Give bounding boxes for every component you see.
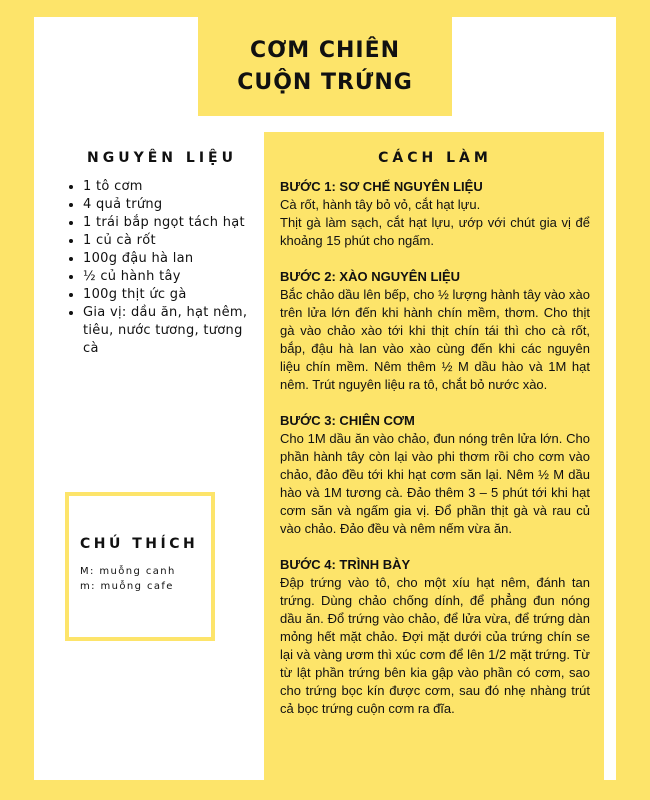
step-text: Cho 1M dầu ăn vào chảo, đun nóng trên lửa lớn. Cho phần hành tây còn lại vào phi thơm rồi cho cơm vào chảo, đảo đều tới khi hạt cơm săn lại. Nêm ½ M dầu hào và 1M tương cà. Đảo thêm 3 – 5 phút tới khi hạt cơm săn và ngấm gia vị. Đổ phần thịt gà và rau củ vào chảo. Đảo đều và nêm nếm vừa ăn. xyxy=(280,431,590,536)
method-section xyxy=(264,132,604,780)
page-title-line-1: CƠM CHIÊN xyxy=(249,37,401,63)
step-text: Bắc chảo dầu lên bếp, cho ½ lượng hành tây vào xào trên lửa lớn đến khi hành chín mềm, thơm. Cho thịt gà vào chảo xào tới khi thịt chín tái thì cho cà rốt, bắp, đậu hà lan vào xào cùng đến khi các nguyên liệu chín mềm. Nêm thêm ½ M dầu hào và 1M hạt nêm. Trút nguyên liệu ra tô, chắt bỏ nước xào. xyxy=(280,287,590,392)
step-text: Cà rốt, hành tây bỏ vỏ, cắt hạt lựu. xyxy=(280,197,481,212)
ingredient-item: • 4 quả trứng xyxy=(83,196,262,214)
step-title: BƯỚC 1: SƠ CHẾ NGUYÊN LIỆU xyxy=(280,179,483,194)
page-title-line-2: CUỘN TRỨNG xyxy=(237,69,413,95)
ingredients-section xyxy=(62,150,262,358)
step-title: BƯỚC 4: TRÌNH BÀY xyxy=(280,557,411,572)
ingredient-item: • 100g thịt ức gà xyxy=(83,286,262,304)
title-banner xyxy=(198,17,452,116)
method-step-1 xyxy=(280,178,590,250)
ingredient-item: • 100g đậu hà lan xyxy=(83,250,262,268)
step-title: BƯỚC 2: XÀO NGUYÊN LIỆU xyxy=(280,269,461,284)
ingredients-heading: NGUYÊN LIỆU xyxy=(87,150,237,166)
ingredient-item: • 1 tô cơm xyxy=(83,178,262,196)
ingredient-item: • 1 trái bắp ngọt tách hạt xyxy=(83,214,262,232)
notes-heading: CHÚ THÍCH xyxy=(80,536,199,552)
method-step-2 xyxy=(280,268,590,394)
method-step-4 xyxy=(280,556,590,718)
note-line: M: muỗng canh xyxy=(80,566,176,577)
method-step-3 xyxy=(280,412,590,538)
ingredients-list xyxy=(62,178,262,358)
notes-box xyxy=(65,492,215,641)
method-heading: CÁCH LÀM xyxy=(378,150,492,166)
step-text: Thịt gà làm sạch, cắt hạt lựu, ướp với chút gia vị để khoảng 15 phút cho ngấm. xyxy=(280,215,590,248)
method-steps xyxy=(280,178,590,718)
notes-lines xyxy=(80,564,211,594)
step-text: Đập trứng vào tô, cho một xíu hạt nêm, đánh tan trứng. Dùng chảo chống dính, để phẳng đun nóng dầu ăn. Đổ trứng vào chảo, để lửa vừa, để trứng dàn mỏng hết mặt chảo. Đợi mặt dưới của trứng chín se lại và vàng ươm thì xúc cơm để lên 1/2 mặt trứng. Từ từ lật phần trứng bên kia gập vào phần có cơm, sao cho trứng bọc kín được cơm, sau đó nhẹ nhàng trút cả bọc trứng cuộn cơm ra đĩa. xyxy=(280,575,590,716)
step-title: BƯỚC 3: CHIÊN CƠM xyxy=(280,413,415,428)
ingredient-item: • Gia vị: dầu ăn, hạt nêm, tiêu, nước tương, tương cà xyxy=(83,304,262,358)
ingredient-item: • 1 củ cà rốt xyxy=(83,232,262,250)
ingredient-item: • ½ củ hành tây xyxy=(83,268,262,286)
note-line: m: muỗng cafe xyxy=(80,581,174,592)
